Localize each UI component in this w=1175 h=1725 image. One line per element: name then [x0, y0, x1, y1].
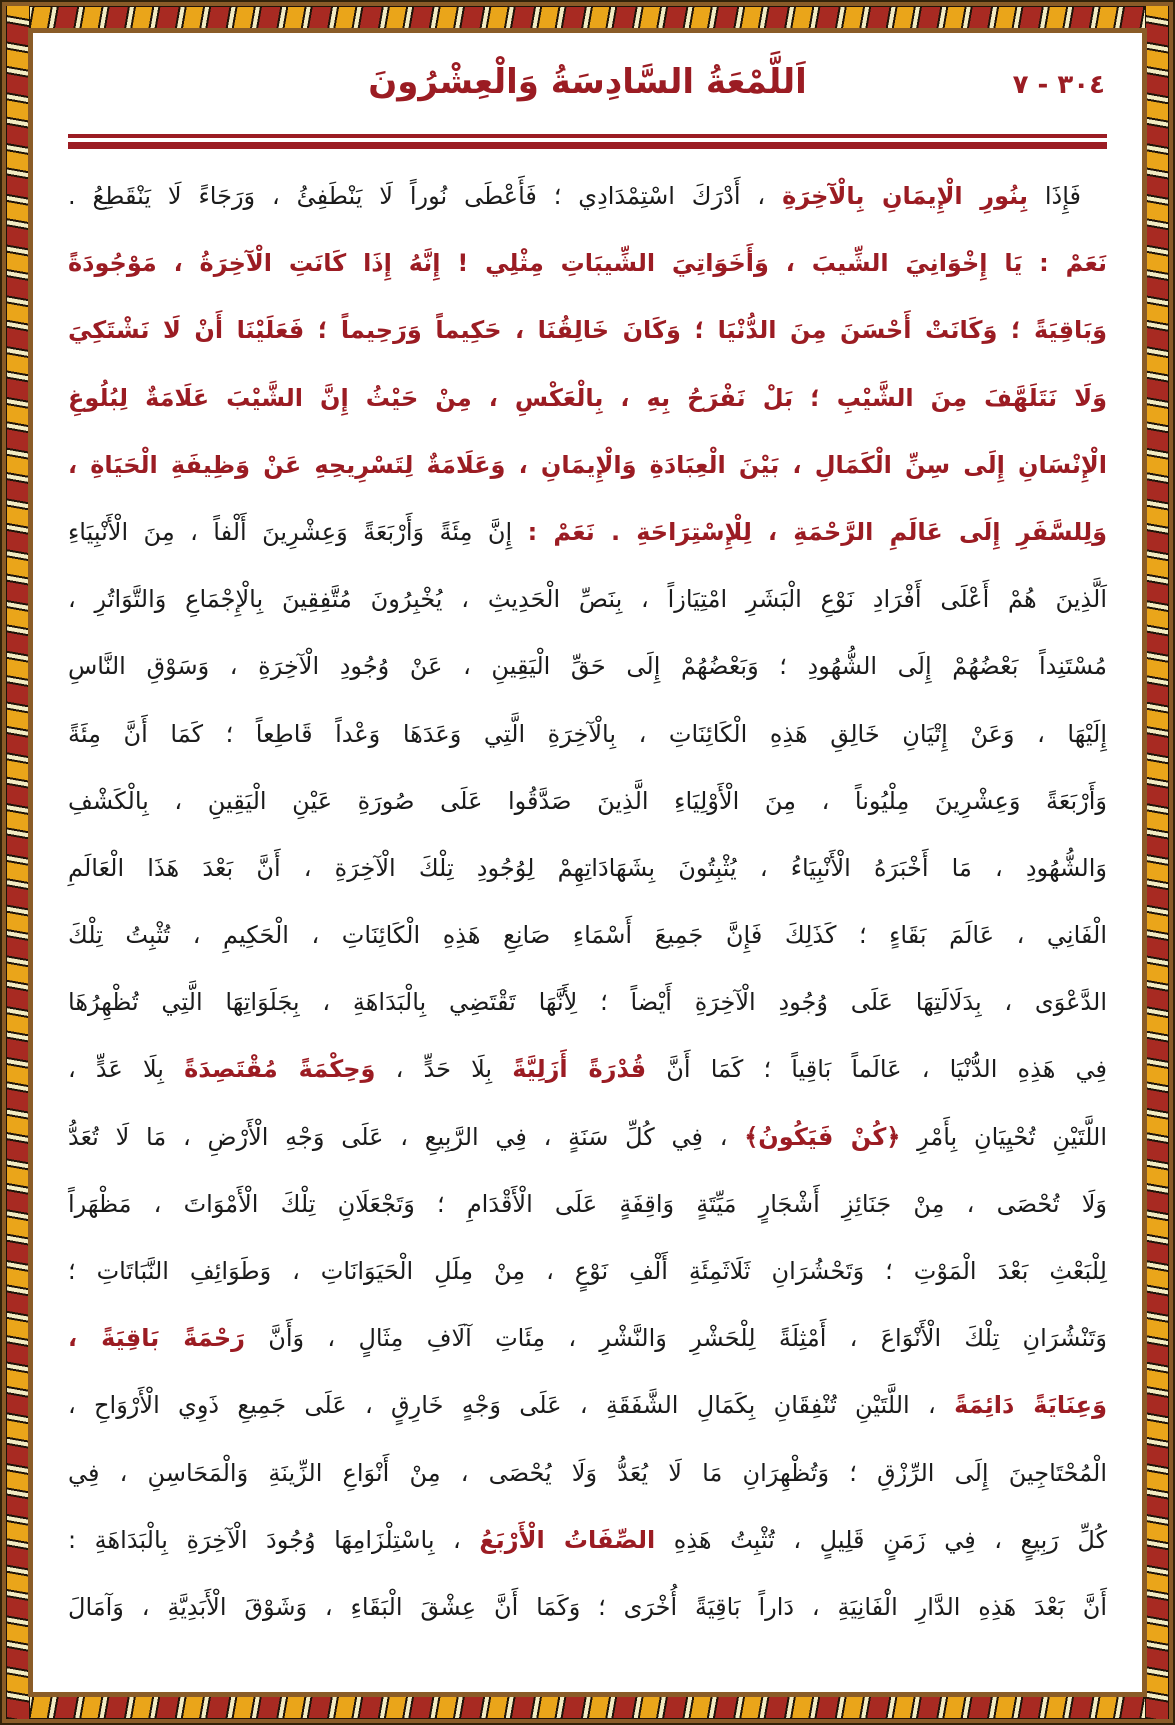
- text-segment: فَإِذَا: [1027, 182, 1081, 210]
- text-line: [68, 1440, 1107, 1507]
- text-segment: ، فِي كُلِّ سَنَةٍ ، فِي الرَّبِيعِ ، عَلَى وَجْهِ الْأَرْضِ ، مَا لَا تُعَدُّ: [68, 1122, 745, 1151]
- text-line: [68, 1372, 1107, 1439]
- text-line: [68, 1171, 1107, 1238]
- page-content: [40, 40, 1135, 1685]
- text-line: [68, 1104, 1107, 1171]
- page-number: ٣٠٤ - ٧: [1012, 70, 1105, 100]
- page-header: [68, 62, 1107, 126]
- text-segment: وَلَا نَتَلَهَّفَ مِنَ الشَّيْبِ ؛ بَلْ نَفْرَحُ بِهِ ، بِالْعَكْسِ ، مِنْ حَيْثُ إِنَّ الشَّيْبَ عَلَامَةٌ لِبُلُوغِ: [68, 383, 1107, 412]
- text-line: [68, 297, 1107, 364]
- text-segment: رَحْمَةً بَاقِيَةً ،: [68, 1324, 245, 1353]
- text-segment: قُدْرَةً أَزَلِيَّةً: [512, 1055, 647, 1084]
- text-line: [68, 1036, 1107, 1103]
- header-rule-thick: [68, 142, 1107, 149]
- text-segment: بِنُورِ الْإِيمَانِ بِالْآخِرَةِ: [782, 182, 1028, 210]
- text-line: [68, 969, 1107, 1036]
- ornamental-border-right: [1145, 6, 1169, 1719]
- text-line: [68, 1305, 1107, 1372]
- text-line: [68, 1574, 1107, 1641]
- text-line: [68, 633, 1107, 700]
- text-segment: أَنَّ بَعْدَ هَذِهِ الدَّارِ الْفَانِيَةِ ، دَاراً بَاقِيَةً أُخْرَى ؛ وَكَمَا أَنَّ عِشْقَ الْبَقَاءِ ، وَشَوْقَ الْأَبَدِيَّةِ ، وَآمَالَ: [68, 1592, 1107, 1621]
- ornamental-border-left: [6, 6, 30, 1719]
- text-segment: وَحِكْمَةً مُقْتَصِدَةً: [184, 1055, 376, 1084]
- text-segment: ، بِاسْتِلْزَامِهَا وُجُودَ الْآخِرَةِ بِالْبَدَاهَةِ :: [68, 1525, 480, 1554]
- text-segment: وَلَا تُحْصَى ، مِنْ جَنَائِزِ أَشْجَارٍ مَيِّتَةٍ وَاقِفَةٍ عَلَى الْأَقْدَامِ ؛ وَتَجْعَلَانِ تِلْكَ الْأَمْوَاتَ ، مَظْهَراً: [68, 1189, 1107, 1218]
- text-segment: الْإِنْسَانِ إِلَى سِنِّ الْكَمَالِ ، بَيْنَ الْعِبَادَةِ وَالْإِيمَانِ ، وَعَلَامَةٌ لِتَسْرِيحِهِ عَنْ وَظِيفَةِ الْحَيَاةِ ،: [68, 450, 1107, 479]
- text-segment: بِلَا عَدٍّ ،: [68, 1055, 185, 1084]
- text-segment: اللَّتَيْنِ تُحْيِيَانِ بِأَمْرِ: [900, 1122, 1108, 1151]
- text-segment: الْمُحْتَاجِينَ إِلَى الرِّزْقِ ؛ وَتُظْهِرَانِ مَا لَا يُعَدُّ وَلَا يُحْصَى ، مِنْ أَنْوَاعِ الزِّينَةِ وَالْمَحَاسِنِ ، فِي: [68, 1458, 1107, 1487]
- text-segment: وَعِنَايَةً دَائِمَةً: [954, 1391, 1107, 1420]
- quran-quote: ﴿كُنْ فَيَكُونُ﴾: [744, 1122, 901, 1151]
- text-segment: الصِّفَاتُ الْأَرْبَعُ: [479, 1525, 656, 1554]
- text-segment: إِلَيْهَا ، وَعَنْ إِتْيَانِ خَالِقِ هَذِهِ الْكَائِنَاتِ ، بِالْآخِرَةِ الَّتِي وَعَدَهَا وَعْداً قَاطِعاً ؛ كَمَا أَنَّ مِئَةً: [68, 719, 1107, 748]
- text-segment: إِنَّ مِئَةً وَأَرْبَعَةً وَعِشْرِينَ أَلْفاً ، مِنَ الْأَنْبِيَاءِ: [68, 517, 528, 546]
- text-segment: لِلْبَعْثِ بَعْدَ الْمَوْتِ ؛ وَتَحْشُرَانِ ثَلَاثَمِئَةِ أَلْفِ نَوْعٍ ، مِنْ مِلَلِ الْحَيَوَانَاتِ ، وَطَوَائِفِ النَّبَاتَاتِ ؛: [68, 1257, 1107, 1285]
- body-lines: [68, 163, 1107, 1641]
- text-line: [68, 432, 1107, 499]
- text-line: [68, 902, 1107, 969]
- text-line: [68, 768, 1107, 835]
- text-line: [68, 1238, 1107, 1305]
- page-title: اَللَّمْعَةُ السَّادِسَةُ وَالْعِشْرُونَ: [368, 62, 807, 102]
- text-segment: ، أَدْرَكَ اسْتِمْدَادِي ؛ فَأَعْطَى نُوراً لَا يَنْطَفِئُ ، وَرَجَاءً لَا يَنْقَطِعُ .: [68, 182, 783, 210]
- ornamental-border-top: [6, 6, 1169, 30]
- text-segment: ، اللَّتَيْنِ تُنْفِقَانِ بِكَمَالِ الشَّفَقَةِ ، عَلَى وَجْهٍ خَارِقٍ ، عَلَى جَمِيعِ ذَوِي الْأَرْوَاحِ ،: [68, 1391, 955, 1420]
- text-line: [68, 499, 1107, 566]
- text-segment: وَأَرْبَعَةً وَعِشْرِينَ مِلْيُوناً ، مِنَ الْأَوْلِيَاءِ الَّذِينَ صَدَّقُوا عَلَى صُورَةِ عَيْنِ الْيَقِينِ ، بِالْكَشْفِ: [68, 786, 1107, 815]
- ornamental-border-bottom: [6, 1695, 1169, 1719]
- text-line: [68, 163, 1107, 230]
- text-segment: وَلِلسَّفَرِ إِلَى عَالَمِ الرَّحْمَةِ ، لِلْإِسْتِرَاحَةِ . نَعَمْ :: [527, 517, 1107, 546]
- text-line: [68, 1507, 1107, 1574]
- text-line: [68, 365, 1107, 432]
- text-segment: بِلَا حَدٍّ ،: [375, 1055, 513, 1084]
- text-segment: نَعَمْ : يَا إِخْوَانِيَ الشِّيبَ ، وَأَخَوَاتِيَ الشِّيبَاتِ مِثْلِي ! إِنَّهُ إِذَا كَانَتِ الْآخِرَةُ ، مَوْجُودَةً: [68, 249, 1107, 278]
- text-segment: وَتَنْشُرَانِ تِلْكَ الْأَنْوَاعَ ، أَمْثِلَةً لِلْحَشْرِ وَالنَّشْرِ ، مِئَاتِ آلَافِ مِثَالٍ ، وَأَنَّ: [244, 1324, 1107, 1353]
- text-line: [68, 566, 1107, 633]
- text-line: [68, 230, 1107, 297]
- text-segment: الْفَانِي ، عَالَمَ بَقَاءٍ ؛ كَذَلِكَ فَإِنَّ جَمِيعَ أَسْمَاءِ صَانِعِ هَذِهِ الْكَائِنَاتِ ، الْحَكِيمِ ، تُثْبِتُ تِلْكَ: [68, 921, 1107, 950]
- text-line: [68, 835, 1107, 902]
- text-segment: وَالشُّهُودِ ، مَا أَخْبَرَهُ الْأَنْبِيَاءُ ، يُثْبِتُونَ بِشَهَادَاتِهِمْ لِوُجُودِ تِلْكَ الْآخِرَةِ ، أَنَّ بَعْدَ هَذَا الْعَالَمِ: [68, 853, 1107, 882]
- text-segment: مُسْتَنِداً بَعْضُهُمْ إِلَى الشُّهُودِ ؛ وَبَعْضُهُمْ إِلَى حَقِّ الْيَقِينِ ، عَنْ وُجُودِ الْآخِرَةِ ، وَسَوْقِ النَّاسِ: [68, 652, 1107, 681]
- text-segment: وَبَاقِيَةً ؛ وَكَانَتْ أَحْسَنَ مِنَ الدُّنْيَا ؛ وَكَانَ خَالِقُنَا ، حَكِيماً وَرَحِيماً ؛ فَعَلَيْنَا أَنْ لَا نَشْتَكِيَ: [68, 316, 1107, 345]
- text-segment: اَلَّذِينَ هُمْ أَعْلَى أَفْرَادِ نَوْعِ الْبَشَرِ امْتِيَازاً ، بِنَصِّ الْحَدِيثِ ، يُخْبِرُونَ مُتَّفِقِينَ بِالْإِجْمَاعِ وَالتَّوَاتُرِ ،: [68, 585, 1107, 614]
- text-segment: الدَّعْوَى ، بِدَلَالَتِهَا عَلَى وُجُودِ الْآخِرَةِ أَيْضاً ؛ لِأَنَّهَا تَقْتَضِي بِالْبَدَاهَةِ ، بِجَلَوَاتِهَا الَّتِي تُظْهِرُهَا: [68, 988, 1107, 1017]
- text-segment: فِي هَذِهِ الدُّنْيَا ، عَالَماً بَاقِياً ؛ كَمَا أَنَّ: [646, 1055, 1108, 1084]
- header-rule: [68, 134, 1107, 149]
- text-line: [68, 701, 1107, 768]
- text-segment: كُلِّ رَبِيعٍ ، فِي زَمَنٍ قَلِيلٍ ، تُثْبِتُ هَذِهِ: [655, 1525, 1108, 1554]
